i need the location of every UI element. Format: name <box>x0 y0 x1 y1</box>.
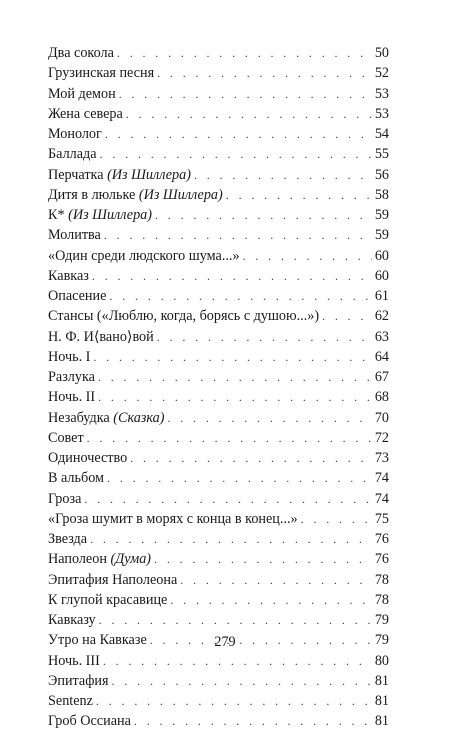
toc-entry <box>48 185 389 205</box>
toc-entry-subtitle: (Из Шиллера) <box>107 166 191 183</box>
toc-entry-page: 74 <box>374 470 389 487</box>
toc-entry-title-text: Н. Ф. И⟨вано⟩вой <box>48 328 154 345</box>
dot-leader <box>117 43 372 63</box>
dot-leader <box>134 711 372 731</box>
toc-entry-page: 78 <box>374 571 389 588</box>
dot-leader <box>112 671 372 691</box>
toc-entry-title-text: Совет <box>48 429 84 446</box>
toc-entry-subtitle: (Из Шиллера) <box>68 207 152 223</box>
toc-entry <box>48 408 389 428</box>
dot-leader <box>119 84 372 104</box>
toc-entry-title <box>48 408 167 428</box>
toc-entry-title-text: Эпитафия <box>48 672 109 689</box>
dot-leader <box>130 448 372 468</box>
toc-entry <box>48 347 389 367</box>
dot-leader <box>90 529 372 549</box>
toc-entry-subtitle: (Из Шиллера) <box>138 186 223 203</box>
toc-entry-title-text: Стансы («Люблю, когда, борясь с душою...») <box>48 308 320 325</box>
toc-entry <box>48 104 389 124</box>
toc-entry-title-text: Молитва <box>48 227 101 244</box>
toc-entry-title-text: Звезда <box>48 531 88 547</box>
dot-leader <box>84 489 371 509</box>
toc-entry-title <box>48 651 103 671</box>
toc-entry <box>48 448 389 468</box>
toc-entry-title-text: В альбом <box>48 470 105 487</box>
toc-entry-page: 60 <box>374 267 389 284</box>
toc-entry-title-text: Опасение <box>48 288 107 304</box>
toc-entry-title-text: Ночь. III <box>48 652 100 669</box>
toc-entry-title <box>48 124 105 144</box>
dot-leader <box>180 570 372 590</box>
toc-entry-title-text: Гроб Оссиана <box>48 713 131 730</box>
toc-entry-title <box>48 428 87 448</box>
toc-entry-title <box>48 225 104 245</box>
toc-entry-title <box>48 327 157 347</box>
toc-entry-title-text: Кавказ <box>48 267 89 284</box>
toc-entry-title-text: Утро на Кавказе <box>48 632 147 649</box>
dot-leader <box>93 347 371 367</box>
toc-entry-page: 56 <box>374 166 389 183</box>
dot-leader <box>167 408 371 428</box>
toc-entry <box>48 428 389 448</box>
toc-entry <box>48 124 389 144</box>
toc-entry-title <box>48 489 84 509</box>
toc-entry-title <box>48 590 170 610</box>
toc-entry-page: 81 <box>374 693 389 709</box>
toc-entry <box>48 144 389 164</box>
toc-entry-title-text: Кавказу <box>48 612 96 628</box>
toc-entry-page: 79 <box>374 632 389 649</box>
toc-entry <box>48 671 389 691</box>
dot-leader <box>301 509 372 529</box>
toc-entry-page: 78 <box>374 591 389 608</box>
toc-entry-title <box>48 347 93 367</box>
toc-entry-title <box>48 104 126 124</box>
toc-entry-title <box>48 63 157 83</box>
dot-leader <box>103 651 372 671</box>
toc-entry-title-text: Ночь. I <box>48 348 91 365</box>
toc-entry <box>48 387 389 407</box>
toc-entry-title-text: Гроза <box>48 490 82 507</box>
toc-entry-page: 64 <box>374 348 389 365</box>
toc-entry-page: 59 <box>374 227 389 244</box>
toc-entry-title-text: К* <box>48 207 69 223</box>
dot-leader <box>99 610 372 630</box>
toc-entry-title <box>48 711 134 731</box>
toc-entry-title-text: Ночь. II <box>48 389 96 406</box>
toc-entry-page: 54 <box>374 126 389 142</box>
toc-entry <box>48 549 389 569</box>
dot-leader <box>157 327 372 347</box>
dot-leader <box>194 165 372 185</box>
dot-leader <box>105 124 372 144</box>
toc-entry-title <box>48 144 100 164</box>
toc-entry-page: 70 <box>374 409 389 426</box>
toc-entry-title <box>48 448 130 468</box>
dot-leader <box>243 246 372 266</box>
toc-entry <box>48 529 389 549</box>
toc-entry-page: 72 <box>374 429 389 446</box>
toc-entry <box>48 711 389 731</box>
toc-entry-title <box>48 691 96 711</box>
toc-entry-title <box>48 509 301 529</box>
toc-entry-title-text: Мой демон <box>48 85 116 102</box>
toc-entry-title-text: «Гроза шумит в морях с конца в конец...» <box>48 510 298 527</box>
toc-entry-page: 76 <box>374 531 389 547</box>
toc-entry-title-text: Перчатка <box>48 166 108 183</box>
toc-entry <box>48 165 389 185</box>
toc-entry <box>48 489 389 509</box>
toc-entry <box>48 610 389 630</box>
toc-entry-page: 81 <box>374 713 389 730</box>
toc-entry <box>48 509 389 529</box>
dot-leader <box>126 104 372 124</box>
toc-entry <box>48 570 389 590</box>
toc-entry-title <box>48 549 154 569</box>
toc-entry-page: 55 <box>374 146 389 163</box>
toc-entry-title <box>48 165 194 185</box>
toc-entry <box>48 84 389 104</box>
toc-entry-title <box>48 205 155 225</box>
toc-entry-title <box>48 570 180 590</box>
dot-leader <box>100 144 372 164</box>
toc-entry-page: 59 <box>374 207 389 223</box>
toc-entry-subtitle: (Дума) <box>110 551 152 568</box>
toc-entry-title <box>48 367 98 387</box>
dot-leader <box>96 691 372 711</box>
table-of-contents <box>48 43 389 732</box>
dot-leader <box>154 549 372 569</box>
toc-entry-title-text: Баллада <box>48 146 97 163</box>
toc-entry-page: 53 <box>374 85 389 102</box>
toc-entry-title <box>48 246 243 266</box>
toc-entry-page: 73 <box>374 450 389 466</box>
toc-entry-title <box>48 286 109 306</box>
dot-leader <box>98 387 372 407</box>
toc-entry <box>48 590 389 610</box>
toc-entry-title <box>48 671 112 691</box>
toc-entry-subtitle: (Сказка) <box>113 409 165 426</box>
dot-leader <box>322 306 372 326</box>
toc-entry-page: 79 <box>374 612 389 628</box>
toc-entry-title <box>48 306 322 326</box>
toc-entry-page: 58 <box>374 186 389 203</box>
toc-entry <box>48 306 389 326</box>
page-number: 279 <box>214 634 236 650</box>
toc-entry-title-text: «Один среди людского шума...» <box>48 247 240 264</box>
toc-entry <box>48 286 389 306</box>
toc-entry-page: 50 <box>374 45 389 61</box>
toc-entry <box>48 691 389 711</box>
dot-leader <box>155 205 372 225</box>
toc-entry-page: 76 <box>374 551 389 568</box>
dot-leader <box>92 266 372 286</box>
toc-entry-title <box>48 84 119 104</box>
toc-entry <box>48 225 389 245</box>
dot-leader <box>157 63 372 83</box>
toc-entry-page: 62 <box>374 308 389 325</box>
toc-entry-page: 68 <box>374 389 389 406</box>
toc-entry-page: 63 <box>374 328 389 345</box>
toc-entry-title <box>48 266 92 286</box>
toc-entry <box>48 266 389 286</box>
toc-entry-title <box>48 185 226 205</box>
toc-entry-title <box>48 43 117 63</box>
toc-entry-page: 60 <box>374 247 389 264</box>
toc-entry-page: 80 <box>374 652 389 669</box>
toc-entry-title <box>48 610 99 630</box>
toc-entry-page: 52 <box>374 65 389 82</box>
toc-entry <box>48 327 389 347</box>
toc-entry-page: 81 <box>374 672 389 689</box>
toc-entry <box>48 468 389 488</box>
dot-leader <box>107 468 372 488</box>
toc-entry-page: 67 <box>374 369 389 385</box>
dot-leader <box>109 286 371 306</box>
toc-entry-title-text: Два сокола <box>48 45 114 61</box>
toc-entry-page: 74 <box>374 490 389 507</box>
toc-entry-page: 53 <box>374 105 389 122</box>
toc-entry-title-text: Монолог <box>48 126 102 142</box>
toc-entry-title-text: Эпитафия Наполеона <box>48 571 178 588</box>
dot-leader <box>87 428 372 448</box>
toc-entry-title-text: Грузинская песня <box>48 65 155 82</box>
toc-entry <box>48 651 389 671</box>
toc-entry-title-text: Дитя в люльке <box>48 186 139 203</box>
toc-entry-title-text: Разлука <box>48 369 95 385</box>
toc-entry-page: 75 <box>374 510 389 527</box>
dot-leader <box>98 367 372 387</box>
dot-leader <box>226 185 372 205</box>
dot-leader <box>104 225 372 245</box>
toc-entry <box>48 367 389 387</box>
toc-entry-title <box>48 529 90 549</box>
toc-entry-title-text: Жена севера <box>48 105 123 122</box>
toc-entry-page: 61 <box>374 288 389 304</box>
toc-entry-title-text: Незабудка <box>48 409 114 426</box>
toc-entry <box>48 43 389 63</box>
toc-entry-title-text: Одиночество <box>48 450 128 466</box>
toc-entry-title <box>48 387 98 407</box>
toc-entry-title-text: Sentenz <box>48 693 93 709</box>
toc-entry <box>48 246 389 266</box>
toc-entry-title <box>48 468 107 488</box>
toc-entry-title-text: К глупой красавице <box>48 591 168 608</box>
dot-leader <box>170 590 371 610</box>
toc-entry <box>48 205 389 225</box>
toc-entry <box>48 63 389 83</box>
toc-entry-title-text: Наполеон <box>48 551 111 568</box>
